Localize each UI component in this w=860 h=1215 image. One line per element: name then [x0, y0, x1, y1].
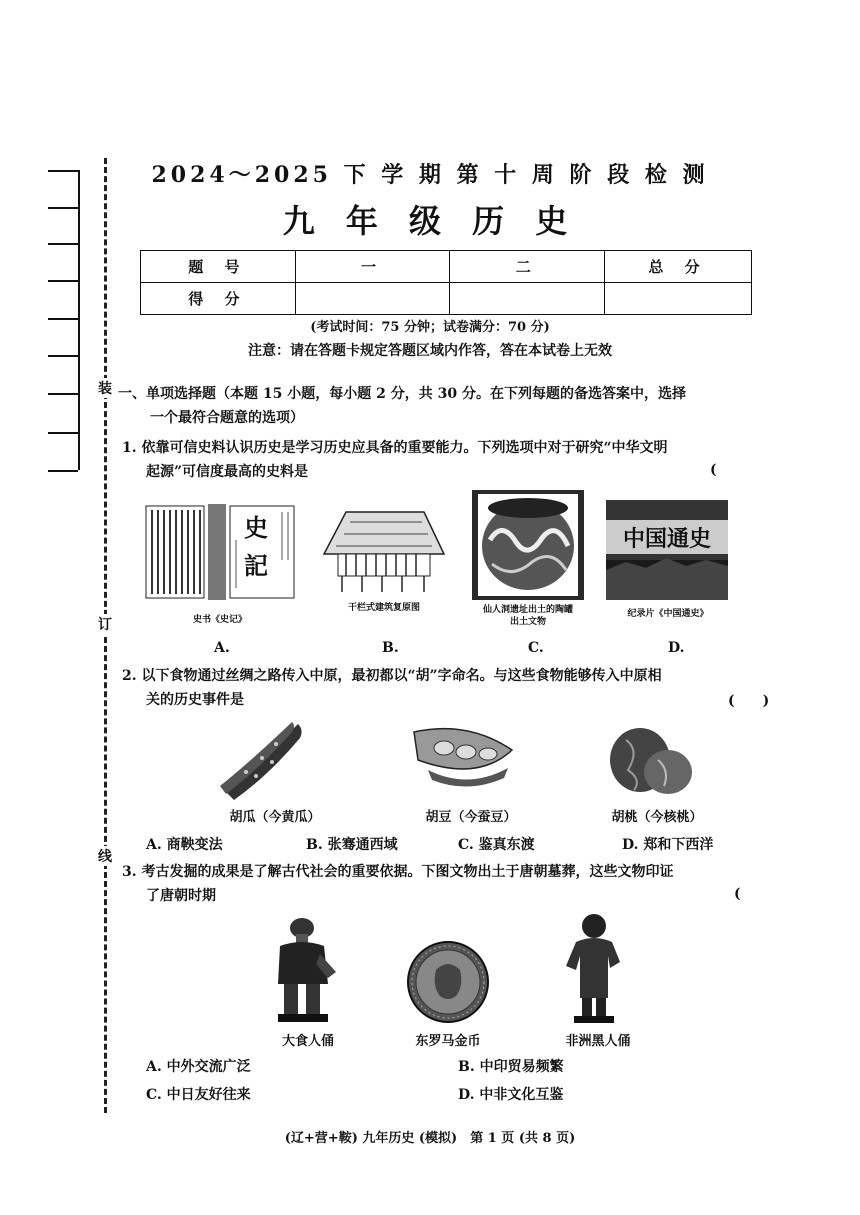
- margin-label-zhuang: 装: [96, 378, 114, 398]
- option-a[interactable]: A. 中外交流广泛: [146, 1059, 251, 1075]
- score-table-row: [141, 251, 752, 283]
- ganlan-house-image: [316, 506, 448, 594]
- answer-paren: ( ): [728, 693, 770, 709]
- exam-subject: 九 年 级 历 史: [282, 202, 578, 240]
- poster-title: 中国通史: [622, 527, 712, 552]
- score-cell: 总 分: [605, 251, 752, 283]
- exam-title: 2024～2025 下 学 期 第 十 周 阶 段 检 测: [151, 162, 709, 188]
- option-a[interactable]: A. 商鞅变法: [146, 837, 223, 853]
- byzantine-coin-image: [406, 940, 490, 1024]
- documentary-poster-image: [606, 500, 728, 600]
- question-3-text: 3. 考古发掘的成果是了解古代社会的重要依据。下图文物出土于唐朝墓葬，这些文物印证: [122, 864, 674, 880]
- option-a[interactable]: A.: [214, 640, 230, 656]
- score-cell: [605, 283, 752, 315]
- walnut-image: [606, 720, 696, 800]
- section-heading-cont: 一个最符合题意的选项）: [150, 410, 304, 426]
- score-cell: [450, 283, 605, 315]
- score-cell: 得 分: [141, 283, 296, 315]
- arab-figurine-image: [266, 914, 342, 1024]
- option-b[interactable]: B. 张骞通西域: [306, 837, 398, 853]
- option-c[interactable]: C. 鉴真东渡: [458, 837, 535, 853]
- score-cell: 一: [295, 251, 450, 283]
- score-table-row: [141, 283, 752, 315]
- exam-info: (考试时间：75 分钟；试卷满分：70 分): [310, 320, 550, 335]
- margin-line: [48, 470, 78, 472]
- cut-line: [104, 158, 107, 1113]
- question-2-text-cont: 关的历史事件是: [146, 692, 244, 708]
- option-d[interactable]: D.: [668, 640, 685, 656]
- margin-label-xian: 线: [96, 846, 114, 866]
- option-b[interactable]: B.: [382, 640, 399, 656]
- svg-text:史: 史: [244, 513, 268, 542]
- question-1-text-cont: 起源”可信度最高的史料是: [146, 464, 309, 480]
- score-cell: 二: [450, 251, 605, 283]
- page-footer: (辽+营+鞍) 九年历史 (模拟) 第 1 页 (共 8 页): [284, 1131, 576, 1146]
- margin-line: [48, 243, 78, 245]
- image-caption: 非洲黑人俑: [565, 1034, 631, 1049]
- image-caption: 仙人洞遗址出土的陶罐 出土文物: [482, 605, 573, 627]
- image-caption: 史书《史记》: [192, 615, 247, 625]
- exam-notice: 注意：请在答题卡规定答题区域内作答，答在本试卷上无效: [248, 343, 612, 359]
- image-caption: 胡桃（今核桃）: [611, 810, 703, 825]
- margin-line: [48, 432, 78, 434]
- score-cell: 题 号: [141, 251, 296, 283]
- image-caption: 胡豆（今蚕豆）: [425, 810, 517, 825]
- african-figurine-image: [554, 912, 634, 1024]
- image-caption: 干栏式建筑复原图: [347, 603, 420, 613]
- answer-paren: (: [734, 886, 741, 902]
- margin-line: [48, 393, 78, 395]
- image-caption: 纪录片《中国通史》: [627, 609, 709, 619]
- option-b[interactable]: B. 中印贸易频繁: [458, 1059, 564, 1075]
- broad-bean-image: [408, 720, 516, 790]
- svg-text:記: 記: [244, 551, 268, 580]
- question-2-text: 2. 以下食物通过丝绸之路传入中原，最初都以“胡”字命名。与这些食物能够传入中原相: [122, 668, 662, 684]
- question-3-text-cont: 了唐朝时期: [146, 888, 216, 904]
- score-table: [140, 250, 752, 315]
- margin-label-ding: 订: [96, 614, 114, 634]
- score-cell: [295, 283, 450, 315]
- option-d[interactable]: D. 郑和下西洋: [622, 837, 714, 853]
- shiji-book-image: [144, 500, 296, 604]
- margin-line: [48, 280, 78, 282]
- image-caption: 东罗马金币: [415, 1034, 481, 1049]
- image-caption: 大食人俑: [281, 1034, 334, 1049]
- answer-paren: (: [710, 462, 717, 478]
- option-c[interactable]: C. 中日友好往来: [146, 1087, 251, 1103]
- option-c[interactable]: C.: [528, 640, 544, 656]
- pottery-jar-image: [472, 490, 584, 600]
- option-d[interactable]: D. 中非文化互鉴: [458, 1087, 564, 1103]
- section-heading: 一、单项选择题（本题 15 小题，每小题 2 分，共 30 分。在下列每题的备选答案中，选择: [118, 386, 686, 402]
- cucumber-image: [216, 716, 306, 802]
- image-caption: 胡瓜（今黄瓜）: [229, 810, 321, 825]
- question-1-text: 1. 依靠可信史料认识历史是学习历史应具备的重要能力。下列选项中对于研究“中华文明: [122, 440, 668, 456]
